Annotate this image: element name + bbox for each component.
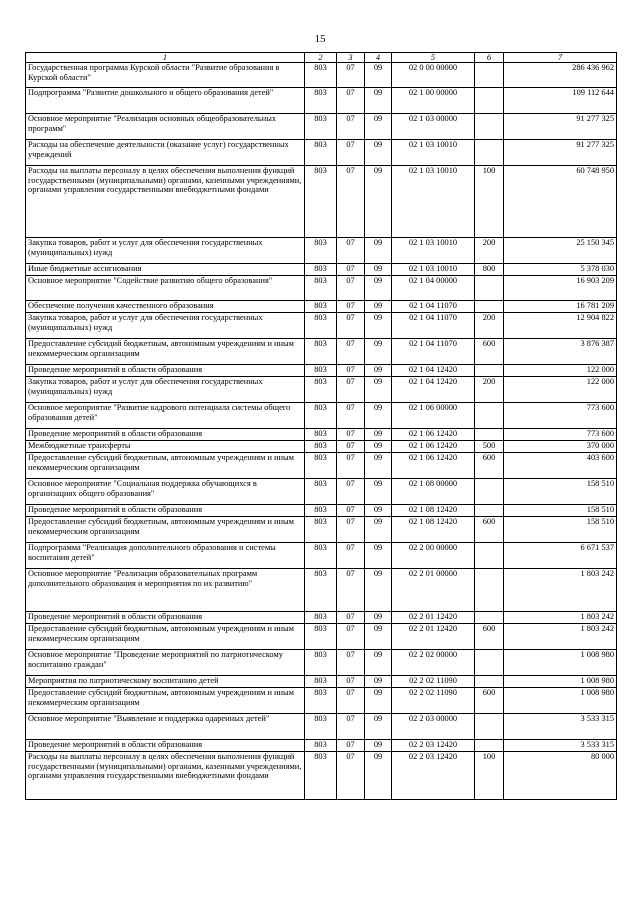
row-expense-type-cell: 200: [475, 313, 504, 339]
row-amount-cell: 6 671 537: [504, 543, 617, 569]
row-expense-type-cell: [475, 612, 504, 624]
table-row: [26, 517, 617, 543]
row-expense-type-cell: [475, 140, 504, 166]
row-expense-type-cell: [475, 365, 504, 377]
row-expense-type-cell: [475, 403, 504, 429]
row-section-cell: 07: [337, 377, 365, 403]
row-target-article-cell: 02 2 03 00000: [392, 714, 475, 740]
row-target-article-cell: 02 1 04 00000: [392, 276, 475, 301]
row-target-article-cell: 02 2 02 11090: [392, 688, 475, 714]
row-ministry-cell: 803: [305, 676, 337, 688]
row-subsection-cell: 09: [365, 676, 392, 688]
row-section-cell: 07: [337, 365, 365, 377]
row-name-cell: Предоставление субсидий бюджетным, автономным учреждениям и иным некоммерческим организациям: [26, 453, 305, 479]
row-name-cell: Основное мероприятие "Реализация основных общеобразовательных программ": [26, 114, 305, 140]
row-section-cell: 07: [337, 479, 365, 505]
row-ministry-cell: 803: [305, 517, 337, 543]
row-section-cell: 07: [337, 238, 365, 264]
row-ministry-cell: 803: [305, 114, 337, 140]
row-expense-type-cell: 500: [475, 441, 504, 453]
row-expense-type-cell: 600: [475, 453, 504, 479]
row-ministry-cell: 803: [305, 301, 337, 313]
row-ministry-cell: 803: [305, 479, 337, 505]
row-section-cell: 07: [337, 740, 365, 752]
table-row: [26, 624, 617, 650]
row-target-article-cell: 02 1 06 12420: [392, 453, 475, 479]
row-target-article-cell: 02 2 01 00000: [392, 569, 475, 612]
table-row: [26, 276, 617, 301]
row-target-article-cell: 02 2 03 12420: [392, 740, 475, 752]
table-row: [26, 714, 617, 740]
row-target-article-cell: 02 2 02 11090: [392, 676, 475, 688]
row-amount-cell: 1 803 242: [504, 612, 617, 624]
row-section-cell: 07: [337, 676, 365, 688]
row-amount-cell: 286 436 962: [504, 63, 617, 88]
table-header-row: [26, 53, 617, 63]
budget-table: [25, 52, 617, 800]
row-name-cell: Подпрограмма "Реализация дополнительного образования и системы воспитания детей": [26, 543, 305, 569]
row-name-cell: Подпрограмма "Развитие дошкольного и общего образования детей": [26, 88, 305, 114]
row-name-cell: Закупка товаров, работ и услуг для обеспечения государственных (муниципальных) нужд: [26, 377, 305, 403]
row-name-cell: Мероприятия по патриотическому воспитанию детей: [26, 676, 305, 688]
row-amount-cell: 3 533 315: [504, 714, 617, 740]
row-expense-type-cell: [475, 740, 504, 752]
table-row: [26, 612, 617, 624]
row-ministry-cell: 803: [305, 624, 337, 650]
row-subsection-cell: 09: [365, 569, 392, 612]
row-ministry-cell: 803: [305, 365, 337, 377]
row-name-cell: Расходы на обеспечение деятельности (оказание услуг) государственных учреждений: [26, 140, 305, 166]
row-ministry-cell: 803: [305, 313, 337, 339]
table-row: [26, 429, 617, 441]
row-expense-type-cell: [475, 676, 504, 688]
row-ministry-cell: 803: [305, 714, 337, 740]
row-section-cell: 07: [337, 403, 365, 429]
row-target-article-cell: 02 1 03 10010: [392, 238, 475, 264]
row-name-cell: Закупка товаров, работ и услуг для обеспечения государственных (муниципальных) нужд: [26, 238, 305, 264]
row-name-cell: Иные бюджетные ассигнования: [26, 264, 305, 276]
row-amount-cell: 60 748 950: [504, 166, 617, 238]
column-header: 3: [337, 53, 365, 63]
row-expense-type-cell: 800: [475, 264, 504, 276]
row-section-cell: 07: [337, 339, 365, 365]
row-target-article-cell: 02 1 08 12420: [392, 517, 475, 543]
row-name-cell: Проведение мероприятий в области образования: [26, 505, 305, 517]
row-expense-type-cell: [475, 505, 504, 517]
row-name-cell: Предоставление субсидий бюджетным, автономным учреждениям и иным некоммерческим организациям: [26, 517, 305, 543]
table-row: [26, 752, 617, 800]
row-expense-type-cell: [475, 63, 504, 88]
row-amount-cell: 403 600: [504, 453, 617, 479]
row-subsection-cell: 09: [365, 166, 392, 238]
table-row: [26, 140, 617, 166]
row-name-cell: Предоставление субсидий бюджетным, автономным учреждениям и иным некоммерческим организациям: [26, 624, 305, 650]
row-section-cell: 07: [337, 114, 365, 140]
row-subsection-cell: 09: [365, 301, 392, 313]
row-ministry-cell: 803: [305, 264, 337, 276]
row-subsection-cell: 09: [365, 264, 392, 276]
table-row: [26, 313, 617, 339]
row-target-article-cell: 02 1 04 12420: [392, 365, 475, 377]
row-name-cell: Основное мероприятие "Реализация образовательных программ дополнительного образования и мероприятия по их развитию": [26, 569, 305, 612]
row-ministry-cell: 803: [305, 650, 337, 676]
page-number: 15: [314, 33, 326, 45]
row-ministry-cell: 803: [305, 688, 337, 714]
row-section-cell: 07: [337, 63, 365, 88]
row-amount-cell: 773 600: [504, 403, 617, 429]
row-section-cell: 07: [337, 429, 365, 441]
row-subsection-cell: 09: [365, 688, 392, 714]
row-target-article-cell: 02 1 06 00000: [392, 403, 475, 429]
row-expense-type-cell: [475, 714, 504, 740]
row-subsection-cell: 09: [365, 505, 392, 517]
row-subsection-cell: 09: [365, 88, 392, 114]
row-subsection-cell: 09: [365, 740, 392, 752]
row-expense-type-cell: [475, 276, 504, 301]
column-header: 7: [504, 53, 617, 63]
row-name-cell: Проведение мероприятий в области образования: [26, 429, 305, 441]
row-ministry-cell: 803: [305, 612, 337, 624]
column-header: 1: [26, 53, 305, 63]
row-expense-type-cell: [475, 543, 504, 569]
row-subsection-cell: 09: [365, 624, 392, 650]
row-ministry-cell: 803: [305, 276, 337, 301]
row-expense-type-cell: 600: [475, 339, 504, 365]
row-amount-cell: 3 876 387: [504, 339, 617, 365]
row-expense-type-cell: [475, 650, 504, 676]
row-target-article-cell: 02 1 06 12420: [392, 429, 475, 441]
row-expense-type-cell: [475, 429, 504, 441]
row-amount-cell: 1 803 242: [504, 569, 617, 612]
row-amount-cell: 25 150 345: [504, 238, 617, 264]
row-ministry-cell: 803: [305, 569, 337, 612]
row-ministry-cell: 803: [305, 140, 337, 166]
row-name-cell: Расходы на выплаты персоналу в целях обеспечения выполнения функций государственными (муниципальными) органами, казенными учреждениями, органами управления государственными внебюджетными фондами: [26, 752, 305, 800]
row-name-cell: Межбюджетные трансферты: [26, 441, 305, 453]
row-section-cell: 07: [337, 612, 365, 624]
row-name-cell: Проведение мероприятий в области образования: [26, 740, 305, 752]
table-row: [26, 688, 617, 714]
row-ministry-cell: 803: [305, 166, 337, 238]
row-subsection-cell: 09: [365, 543, 392, 569]
row-amount-cell: 158 510: [504, 479, 617, 505]
row-subsection-cell: 09: [365, 429, 392, 441]
row-ministry-cell: 803: [305, 339, 337, 365]
row-subsection-cell: 09: [365, 339, 392, 365]
row-section-cell: 07: [337, 569, 365, 612]
row-section-cell: 07: [337, 505, 365, 517]
row-target-article-cell: 02 1 04 11070: [392, 313, 475, 339]
row-amount-cell: 370 000: [504, 441, 617, 453]
row-amount-cell: 773 600: [504, 429, 617, 441]
row-amount-cell: 91 277 325: [504, 140, 617, 166]
row-amount-cell: 122 000: [504, 365, 617, 377]
row-section-cell: 07: [337, 313, 365, 339]
column-header: 4: [365, 53, 392, 63]
table-row: [26, 88, 617, 114]
table-row: [26, 543, 617, 569]
row-target-article-cell: 02 1 03 10010: [392, 264, 475, 276]
table-row: [26, 339, 617, 365]
row-section-cell: 07: [337, 688, 365, 714]
table-row: [26, 676, 617, 688]
row-subsection-cell: 09: [365, 365, 392, 377]
row-section-cell: 07: [337, 88, 365, 114]
row-ministry-cell: 803: [305, 63, 337, 88]
row-amount-cell: 80 000: [504, 752, 617, 800]
row-name-cell: Проведение мероприятий в области образования: [26, 365, 305, 377]
row-section-cell: 07: [337, 650, 365, 676]
row-expense-type-cell: 600: [475, 624, 504, 650]
column-header: 5: [392, 53, 475, 63]
row-amount-cell: 3 533 315: [504, 740, 617, 752]
row-subsection-cell: 09: [365, 140, 392, 166]
row-target-article-cell: 02 1 04 12420: [392, 377, 475, 403]
row-name-cell: Закупка товаров, работ и услуг для обеспечения государственных (муниципальных) нужд: [26, 313, 305, 339]
column-header: 6: [475, 53, 504, 63]
row-subsection-cell: 09: [365, 313, 392, 339]
row-target-article-cell: 02 2 00 00000: [392, 543, 475, 569]
table-row: [26, 377, 617, 403]
row-target-article-cell: 02 1 03 10010: [392, 166, 475, 238]
row-section-cell: 07: [337, 140, 365, 166]
row-target-article-cell: 02 2 01 12420: [392, 624, 475, 650]
row-subsection-cell: 09: [365, 403, 392, 429]
row-section-cell: 07: [337, 624, 365, 650]
table-row: [26, 740, 617, 752]
row-target-article-cell: 02 1 06 12420: [392, 441, 475, 453]
row-target-article-cell: 02 1 00 00000: [392, 88, 475, 114]
table-row: [26, 403, 617, 429]
row-section-cell: 07: [337, 166, 365, 238]
row-section-cell: 07: [337, 543, 365, 569]
row-section-cell: 07: [337, 752, 365, 800]
row-expense-type-cell: 200: [475, 238, 504, 264]
row-subsection-cell: 09: [365, 276, 392, 301]
row-target-article-cell: 02 1 04 11070: [392, 339, 475, 365]
row-name-cell: Расходы на выплаты персоналу в целях обеспечения выполнения функций государственными (муниципальными) органами, казенными учреждениями, органами управления государственными внебюджетными фондами: [26, 166, 305, 238]
table-row: [26, 505, 617, 517]
row-name-cell: Основное мероприятие "Выявление и поддержка одаренных детей": [26, 714, 305, 740]
row-section-cell: 07: [337, 276, 365, 301]
row-target-article-cell: 02 0 00 00000: [392, 63, 475, 88]
row-amount-cell: 1 008 980: [504, 650, 617, 676]
table-row: [26, 264, 617, 276]
row-target-article-cell: 02 2 01 12420: [392, 612, 475, 624]
row-amount-cell: 16 903 209: [504, 276, 617, 301]
row-target-article-cell: 02 1 03 10010: [392, 140, 475, 166]
row-target-article-cell: 02 2 03 12420: [392, 752, 475, 800]
row-amount-cell: 1 008 980: [504, 676, 617, 688]
row-section-cell: 07: [337, 517, 365, 543]
row-subsection-cell: 09: [365, 517, 392, 543]
row-amount-cell: 91 277 325: [504, 114, 617, 140]
row-subsection-cell: 09: [365, 114, 392, 140]
row-section-cell: 07: [337, 453, 365, 479]
row-expense-type-cell: [475, 88, 504, 114]
row-amount-cell: 109 112 644: [504, 88, 617, 114]
row-name-cell: Основное мероприятие "Проведение мероприятий по патриотическому воспитанию граждан": [26, 650, 305, 676]
row-subsection-cell: 09: [365, 650, 392, 676]
row-name-cell: Проведение мероприятий в области образования: [26, 612, 305, 624]
row-expense-type-cell: [475, 569, 504, 612]
row-amount-cell: 158 510: [504, 505, 617, 517]
row-subsection-cell: 09: [365, 612, 392, 624]
row-expense-type-cell: 100: [475, 166, 504, 238]
row-name-cell: Основное мероприятие "Содействие развитию общего образования": [26, 276, 305, 301]
row-section-cell: 07: [337, 264, 365, 276]
row-ministry-cell: 803: [305, 238, 337, 264]
table-row: [26, 441, 617, 453]
row-target-article-cell: 02 1 04 11070: [392, 301, 475, 313]
row-ministry-cell: 803: [305, 505, 337, 517]
row-ministry-cell: 803: [305, 453, 337, 479]
row-section-cell: 07: [337, 441, 365, 453]
row-subsection-cell: 09: [365, 377, 392, 403]
row-subsection-cell: 09: [365, 238, 392, 264]
row-target-article-cell: 02 1 03 00000: [392, 114, 475, 140]
row-amount-cell: 122 000: [504, 377, 617, 403]
table-row: [26, 114, 617, 140]
row-expense-type-cell: 600: [475, 688, 504, 714]
table-row: [26, 63, 617, 88]
row-subsection-cell: 09: [365, 63, 392, 88]
row-name-cell: Основное мероприятие "Развитие кадрового потенциала системы общего образования детей": [26, 403, 305, 429]
row-name-cell: Государственная программа Курской области "Развитие образования в Курской области": [26, 63, 305, 88]
row-amount-cell: 12 904 822: [504, 313, 617, 339]
row-name-cell: Предоставление субсидий бюджетным, автономным учреждениям и иным некоммерческим организациям: [26, 339, 305, 365]
table-row: [26, 365, 617, 377]
row-name-cell: Предоставление субсидий бюджетным, автономным учреждениям и иным некоммерческим организациям: [26, 688, 305, 714]
table-row: [26, 479, 617, 505]
row-subsection-cell: 09: [365, 479, 392, 505]
row-target-article-cell: 02 1 08 00000: [392, 479, 475, 505]
row-subsection-cell: 09: [365, 752, 392, 800]
row-ministry-cell: 803: [305, 441, 337, 453]
row-expense-type-cell: [475, 301, 504, 313]
row-ministry-cell: 803: [305, 377, 337, 403]
row-subsection-cell: 09: [365, 441, 392, 453]
table-row: [26, 453, 617, 479]
table-row: [26, 650, 617, 676]
row-expense-type-cell: [475, 479, 504, 505]
row-ministry-cell: 803: [305, 88, 337, 114]
row-expense-type-cell: [475, 114, 504, 140]
row-name-cell: Основное мероприятие "Социальная поддержка обучающихся в организациях общего образования": [26, 479, 305, 505]
row-amount-cell: 1 803 242: [504, 624, 617, 650]
row-target-article-cell: 02 2 02 00000: [392, 650, 475, 676]
row-section-cell: 07: [337, 714, 365, 740]
row-amount-cell: 5 378 030: [504, 264, 617, 276]
row-ministry-cell: 803: [305, 752, 337, 800]
row-amount-cell: 16 781 209: [504, 301, 617, 313]
table-row: [26, 166, 617, 238]
row-ministry-cell: 803: [305, 543, 337, 569]
row-subsection-cell: 09: [365, 453, 392, 479]
column-header: 2: [305, 53, 337, 63]
row-ministry-cell: 803: [305, 740, 337, 752]
row-section-cell: 07: [337, 301, 365, 313]
table-row: [26, 301, 617, 313]
table-body: [26, 63, 617, 800]
row-expense-type-cell: 600: [475, 517, 504, 543]
row-name-cell: Обеспечение получения качественного образования: [26, 301, 305, 313]
row-target-article-cell: 02 1 08 12420: [392, 505, 475, 517]
table-row: [26, 238, 617, 264]
row-expense-type-cell: 200: [475, 377, 504, 403]
row-ministry-cell: 803: [305, 429, 337, 441]
row-subsection-cell: 09: [365, 714, 392, 740]
row-expense-type-cell: 100: [475, 752, 504, 800]
row-amount-cell: 1 008 980: [504, 688, 617, 714]
table-row: [26, 569, 617, 612]
row-amount-cell: 158 510: [504, 517, 617, 543]
row-ministry-cell: 803: [305, 403, 337, 429]
